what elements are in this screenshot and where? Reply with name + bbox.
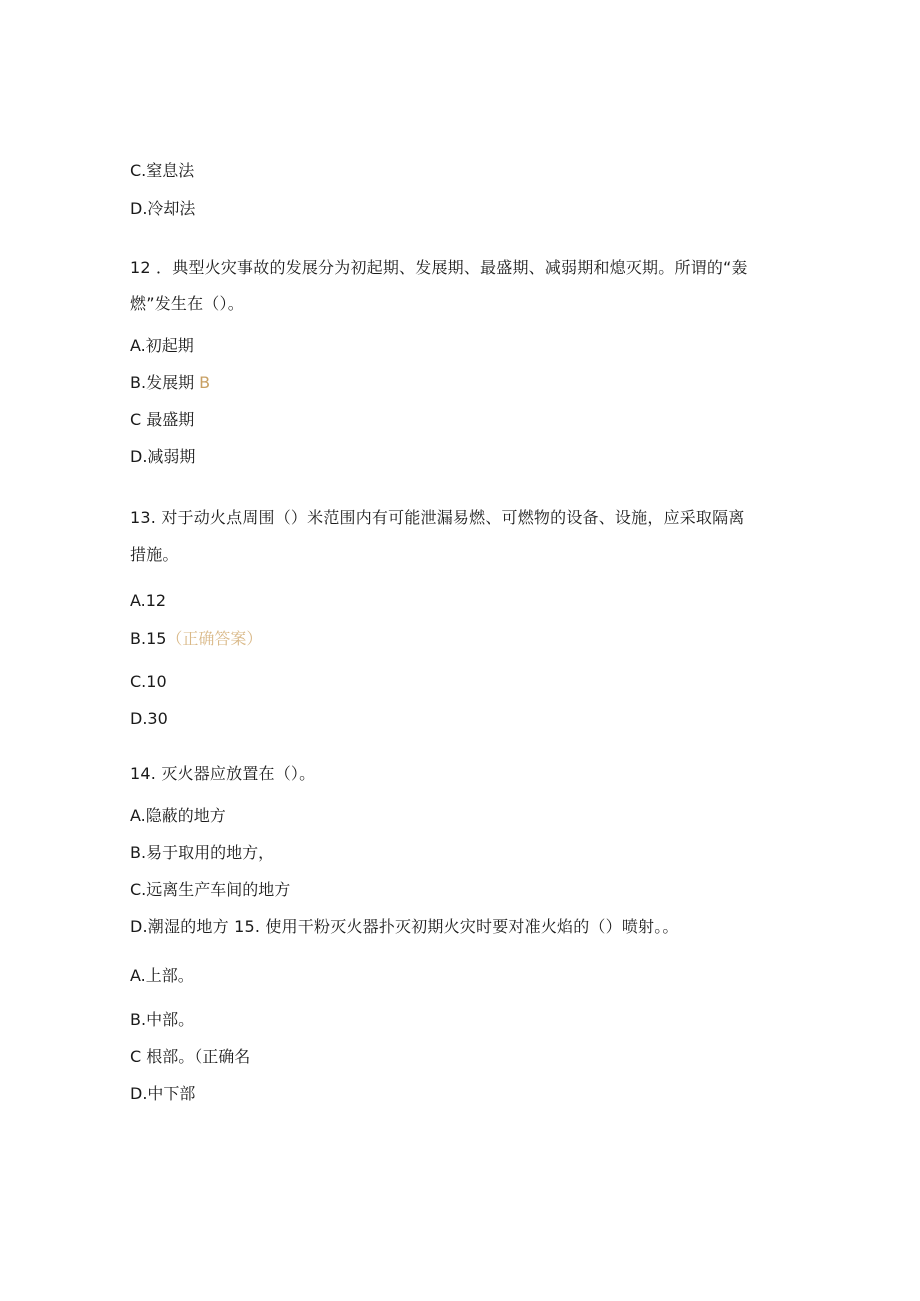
q14-option-d-and-q15-stem: D.潮湿的地方 15. 使用干粉灭火器扑灭初期火灾时要对准火焰的（）喷射。。: [130, 917, 679, 936]
q12-answer-mark: B: [199, 373, 211, 392]
q13-option-d: D.30: [130, 709, 168, 728]
q13-stem-line1: 13. 对于动火点周围（）米范围内有可能泄漏易燃、可燃物的设备、设施，应采取隔离: [130, 508, 745, 527]
q15-option-b: B.中部。: [130, 1010, 195, 1029]
q12-option-b-text: B.发展期: [130, 373, 195, 392]
q12-option-d: D.减弱期: [130, 447, 196, 466]
q11-option-c: C.窒息法: [130, 161, 195, 180]
q14-stem: 14. 灭火器应放置在（）。: [130, 764, 316, 783]
q15-option-a: A.上部。: [130, 966, 194, 985]
q12-stem-line1: 12 ．典型火灾事故的发展分为初起期、发展期、最盛期、减弱期和熄灭期。所谓的“轰: [130, 258, 748, 277]
q12-option-a: A.初起期: [130, 336, 194, 355]
q15-option-c: C 根部。（正确名: [130, 1047, 251, 1066]
q14-option-a: A.隐蔽的地方: [130, 806, 226, 825]
q14-option-b: B.易于取用的地方，: [130, 843, 275, 862]
q13-option-c: C.10: [130, 672, 167, 691]
q14-option-c: C.远离生产车间的地方: [130, 880, 291, 899]
q13-answer-mark: （正确答案）: [166, 629, 263, 648]
q15-option-d: D.中下部: [130, 1084, 196, 1103]
q12-option-b: [130, 373, 210, 393]
q12-option-c: C 最盛期: [130, 410, 195, 429]
q13-stem-line2: 措施。: [130, 545, 179, 564]
q13-option-b: [130, 629, 262, 649]
q13-option-b-text: B.15: [130, 629, 167, 648]
q12-stem-line2: 燃”发生在（）。: [130, 294, 244, 313]
q11-option-d: D.冷却法: [130, 199, 196, 218]
q13-option-a: A.12: [130, 591, 167, 610]
